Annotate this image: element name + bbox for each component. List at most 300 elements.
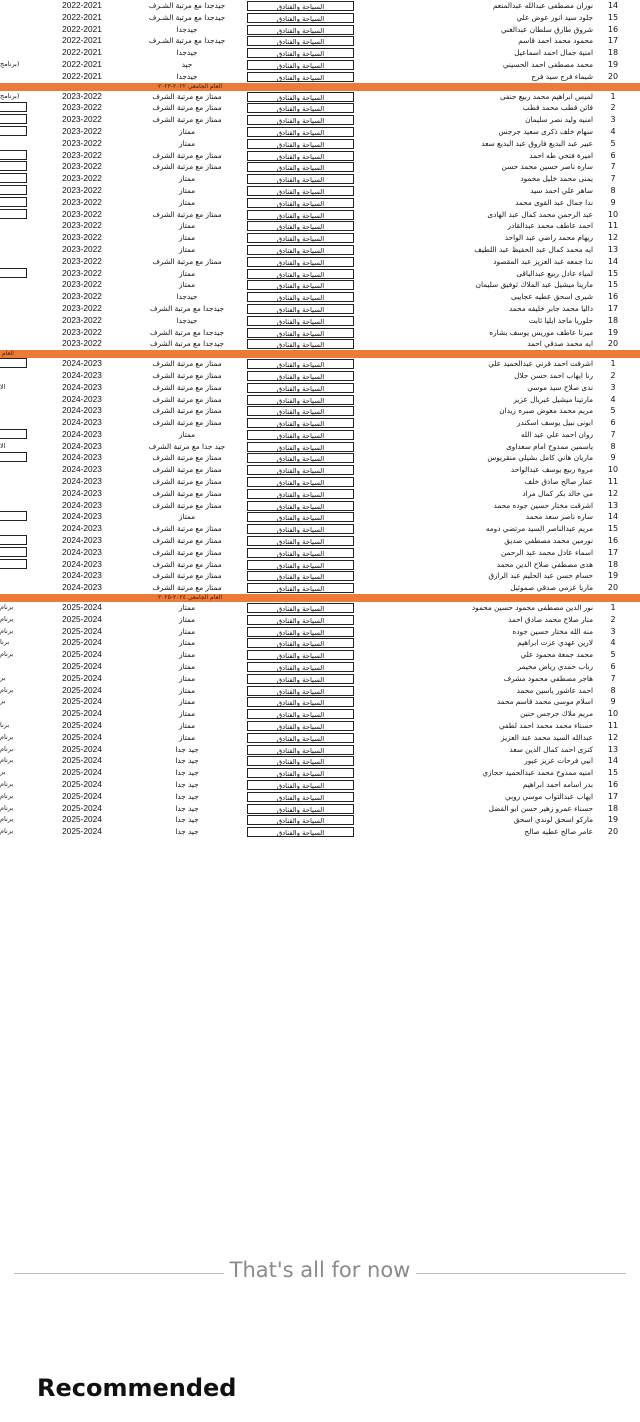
table-row — [0, 744, 640, 756]
year-cell: 2024-2023 — [62, 582, 102, 593]
student-name: ياسمين ممدوح امام سعداوى — [506, 441, 593, 451]
table-row — [0, 138, 640, 150]
student-name: عبدالله السيد محمد عبد العزيز — [501, 732, 593, 742]
table-row — [0, 547, 640, 559]
row-number: 17 — [607, 547, 619, 557]
department-cell: السياحة والفنادق — [247, 721, 354, 731]
department-cell: السياحة والفنادق — [247, 615, 354, 625]
department-cell: السياحة والفنادق — [247, 697, 354, 707]
table-row — [0, 291, 640, 303]
department-cell: السياحة والفنادق — [247, 583, 354, 593]
grade-cell: ممتاز — [178, 197, 196, 207]
end-of-feed-text: That's all for now — [224, 1258, 417, 1282]
grade-cell: جيدجدا — [176, 315, 198, 325]
year-cell: 2024-2023 — [62, 440, 102, 451]
department-cell: السياحة والفنادق — [247, 48, 354, 58]
program-cell: الا — [0, 441, 6, 450]
department-cell: السياحة والفنادق — [247, 257, 354, 267]
grade-cell: ممتاز — [178, 614, 196, 624]
row-number: 9 — [610, 697, 616, 707]
program-cell: برنام — [0, 650, 14, 659]
department-cell: السياحة والفنادق — [247, 650, 354, 660]
grade-cell: ممتاز مع مرتبة الشرف — [152, 256, 222, 266]
student-name: احمد عاطف محمد عبدالقادر — [507, 221, 593, 231]
year-cell: 2023-2022 — [62, 267, 102, 278]
table-row — [0, 791, 640, 803]
grade-cell: ممتاز — [178, 732, 196, 742]
student-name: ابونى نبيل يوسف اسكندر — [516, 418, 593, 428]
student-name: ريهام محمد راضي عبد الواحد — [504, 233, 593, 243]
table-row — [0, 429, 640, 441]
grade-cell: ممتاز مع مرتبة الشرف — [152, 406, 222, 416]
program-cell: بر — [0, 673, 6, 682]
row-number: 14 — [607, 756, 619, 766]
table-row — [0, 523, 640, 535]
year-cell: 2022-2021 — [62, 58, 102, 69]
row-number: 19 — [607, 571, 619, 581]
row-number: 17 — [607, 303, 619, 313]
year-cell: 2024-2023 — [62, 464, 102, 475]
student-name: شيرى اسحق عطيه عجايبى — [510, 292, 593, 302]
grade-cell: جيد جدا — [175, 768, 199, 778]
grade-cell: ممتاز — [178, 626, 196, 636]
year-cell: 2023-2022 — [62, 302, 102, 313]
grade-cell: جيد جدا — [175, 780, 199, 789]
row-number: 17 — [607, 36, 619, 46]
cut-off-cell-border — [0, 429, 27, 439]
year-cell: 2024-2023 — [62, 428, 102, 439]
recommended-heading: Recommended — [37, 1374, 237, 1402]
table-row — [0, 511, 640, 523]
row-number: 3 — [610, 382, 616, 392]
grade-cell: ممتاز مع مرتبة الشرف — [152, 150, 222, 160]
student-name: ندا جمعه عبد العزيز عبد المقصود — [493, 256, 593, 266]
row-number: 2 — [610, 614, 616, 624]
grade-cell: ممتاز — [178, 709, 196, 719]
department-cell: السياحة والفنادق — [247, 72, 354, 82]
student-name: لمياء عادل ربيع عبدالباقى — [516, 268, 593, 278]
department-cell: السياحة والفنادق — [247, 477, 354, 487]
grade-cell: ممتاز مع مرتبة الشرف — [152, 477, 222, 487]
table-row — [0, 370, 640, 382]
year-cell: 2023-2022 — [62, 184, 102, 195]
row-number: 11 — [607, 721, 619, 731]
row-number: 7 — [610, 673, 616, 683]
table-row — [0, 708, 640, 720]
department-cell: السياحة والفنادق — [247, 198, 354, 208]
student-name: ندا جمال عبد القوى محمد — [515, 197, 593, 207]
table-row — [0, 268, 640, 280]
student-name: لارين عهدي عزت ابراهيم — [517, 638, 593, 648]
row-number: 18 — [607, 48, 619, 58]
student-name: عبير عبد البديع فاروق عبد البديع سعد — [481, 138, 593, 148]
student-name: عمار صالح صادق خلف — [524, 477, 593, 487]
grade-cell: جيد جدا — [175, 756, 199, 766]
program-cell: (برنامج — [0, 59, 20, 68]
department-cell: السياحة والفنادق — [247, 780, 354, 790]
table-row — [0, 661, 640, 673]
student-name: ماركو اسحق لوندي اسحق — [513, 815, 593, 825]
grade-cell: ممتاز مع مرتبة الشرف — [152, 394, 222, 404]
program-cell: برنام — [0, 744, 14, 753]
department-cell: السياحة والفنادق — [247, 139, 354, 149]
student-name: جلوريا ماجد ايليا ثابت — [528, 315, 593, 325]
department-cell: السياحة والفنادق — [247, 371, 354, 381]
student-name: ماريا عزمي صدقي صموئيل — [510, 583, 593, 593]
table-row — [0, 405, 640, 417]
program-cell: برنام — [0, 791, 14, 800]
grade-cell: ممتاز مع مرتبة الشرف — [152, 500, 222, 510]
year-cell: 2023-2022 — [62, 338, 102, 349]
table-row — [0, 452, 640, 464]
row-number: 1 — [610, 359, 616, 369]
student-name: ساره ناصر سعد محمد — [525, 512, 593, 522]
table-row — [0, 47, 640, 59]
row-number: 10 — [607, 209, 619, 219]
grade-cell: جيدجدا مع مرتبة الشرف — [149, 339, 225, 349]
year-cell: 2024-2023 — [62, 570, 102, 581]
student-name: نورمين محمد مصطفي صديق — [504, 536, 593, 546]
program-cell: (برنامج — [0, 91, 20, 100]
grade-cell: ممتاز — [178, 512, 196, 522]
department-cell: السياحة والفنادق — [247, 430, 354, 440]
table-row — [0, 161, 640, 173]
year-band — [0, 350, 640, 358]
table-row — [0, 279, 640, 291]
department-cell: السياحة والفنادق — [247, 186, 354, 196]
year-cell: 2025-2024 — [62, 826, 102, 837]
row-number: 15 — [607, 768, 619, 778]
table-row — [0, 91, 640, 103]
year-cell: 2025-2024 — [62, 625, 102, 636]
department-cell: السياحة والفنادق — [247, 815, 354, 825]
table-row — [0, 614, 640, 626]
row-number: 20 — [607, 339, 619, 349]
year-cell: 2024-2023 — [62, 417, 102, 428]
table-row — [0, 696, 640, 708]
grade-cell: جيدجدا مع مرتبة الشرف — [149, 327, 225, 337]
program-cell: برنام — [0, 756, 14, 765]
table-row — [0, 464, 640, 476]
grade-cell: ممتاز — [178, 221, 196, 231]
grade-cell: جيدجدا مع مرتبة الشـرف — [148, 1, 226, 10]
row-number: 16 — [607, 780, 619, 789]
row-number: 15 — [607, 280, 619, 290]
program-cell: برنام — [0, 732, 14, 741]
grade-cell: ممتاز — [178, 233, 196, 243]
student-name: حسام حسن عبد الحليم عبد الرازق — [488, 571, 593, 581]
row-number: 13 — [607, 244, 619, 254]
student-name: عامر صالح عطيه صالح — [524, 827, 593, 837]
student-name: شيماء فرج سيد فرج — [531, 71, 593, 81]
grade-cell: جيد — [181, 59, 193, 69]
year-cell: 2023-2022 — [62, 326, 102, 337]
year-band — [0, 83, 640, 91]
row-number: 18 — [607, 803, 619, 813]
table-row — [0, 685, 640, 697]
grade-cell: ممتاز — [178, 138, 196, 148]
cut-off-cell-border — [0, 161, 27, 171]
year-cell: 2023-2022 — [62, 161, 102, 172]
student-name: ايه محمد كمال عبد الحفيظ عبد اللطيف — [474, 244, 593, 254]
table-row — [0, 582, 640, 594]
grade-cell: ممتاز — [178, 685, 196, 695]
student-name: داليا محمد جابر خليفه محمد — [508, 303, 593, 313]
department-cell: السياحة والفنادق — [247, 745, 354, 755]
grade-cell: ممتاز — [178, 280, 196, 290]
student-name: رنا ايهاب احمد حسن جلال — [514, 370, 593, 380]
department-cell: السياحة والفنادق — [247, 571, 354, 581]
table-row — [0, 24, 640, 36]
student-name: امنيه ممدوح محمد عبدالحميد حجازي — [482, 768, 593, 778]
department-cell: السياحة والفنادق — [247, 406, 354, 416]
cut-off-cell-border — [0, 126, 27, 136]
grade-cell: ممتاز — [178, 185, 196, 195]
department-cell: السياحة والفنادق — [247, 627, 354, 637]
row-number: 1 — [610, 91, 616, 101]
cut-off-cell-border — [0, 209, 27, 219]
row-number: 7 — [610, 174, 616, 184]
table-row — [0, 173, 640, 185]
student-name: مارتينا ميشيل غبريال عزيز — [513, 394, 593, 404]
table-row — [0, 779, 640, 791]
year-cell: 2025-2024 — [62, 731, 102, 742]
department-cell: السياحة والفنادق — [247, 827, 354, 837]
table-row — [0, 602, 640, 614]
year-cell: 2024-2023 — [62, 476, 102, 487]
department-cell: السياحة والفنادق — [247, 92, 354, 102]
grade-cell: ممتاز — [178, 429, 196, 439]
year-cell: 2023-2022 — [62, 255, 102, 266]
student-name: جلود سيد انور عوض علي — [516, 12, 593, 22]
year-cell: 2025-2024 — [62, 661, 102, 672]
grade-cell: جيد جدا مع مرتبة الشرف — [148, 441, 226, 451]
department-cell: السياحة والفنادق — [247, 442, 354, 452]
row-number: 9 — [610, 197, 616, 207]
student-name: امنيه وليد نصر سليمان — [525, 115, 593, 125]
year-cell: 2022-2021 — [62, 0, 102, 10]
grade-cell: جيد جدا — [175, 827, 199, 837]
department-cell: السياحة والفنادق — [247, 162, 354, 172]
grade-cell: جيدجدا مع مرتبة الشـرف — [148, 12, 226, 22]
table-row — [0, 732, 640, 744]
year-band-label: العام الجامعي ٢٠٢٤-٢٠٢٥ — [157, 594, 222, 602]
row-number: 4 — [610, 394, 616, 404]
student-name: محمد مصطفى احمد الحسيني — [502, 59, 593, 69]
student-name: ايه محمد صدقي احمد — [527, 339, 593, 349]
year-cell: 2024-2023 — [62, 452, 102, 463]
student-name: مريم محمد معوض صبره زيدان — [499, 406, 593, 416]
cut-off-cell-border — [0, 150, 27, 160]
student-name: امنية جمال احمد اسماعيل — [514, 48, 593, 58]
department-cell: السياحة والفنادق — [247, 269, 354, 279]
row-number: 18 — [607, 559, 619, 569]
department-cell: السياحة والفنادق — [247, 603, 354, 613]
grade-cell: ممتاز مع مرتبة الشرف — [152, 524, 222, 534]
student-name: مريم ملاك جرجس حنين — [520, 709, 593, 719]
year-cell: 2024-2023 — [62, 535, 102, 546]
table-row — [0, 220, 640, 232]
year-cell: 2024-2023 — [62, 558, 102, 569]
row-number: 15 — [607, 524, 619, 534]
table-row — [0, 382, 640, 394]
year-cell: 2025-2024 — [62, 802, 102, 813]
department-cell: السياحة والفنادق — [247, 560, 354, 570]
year-cell: 2023-2022 — [62, 137, 102, 148]
year-cell: 2024-2023 — [62, 369, 102, 380]
student-name: روان احمد علي عبد الله — [520, 429, 593, 439]
table-row — [0, 500, 640, 512]
grade-cell: ممتاز — [178, 268, 196, 278]
table-row — [0, 394, 640, 406]
year-cell: 2023-2022 — [62, 208, 102, 219]
department-cell: السياحة والفنادق — [247, 328, 354, 338]
cut-off-cell-border — [0, 102, 27, 112]
grade-cell: ممتاز — [178, 603, 196, 613]
year-cell: 2022-2021 — [62, 23, 102, 34]
program-cell: برنام — [0, 685, 14, 694]
student-name: مي خالد بكر كمال مراد — [522, 488, 593, 498]
table-row — [0, 102, 640, 114]
year-cell: 2023-2022 — [62, 90, 102, 101]
row-number: 3 — [610, 626, 616, 636]
department-cell: السياحة والفنادق — [247, 359, 354, 369]
table-row — [0, 12, 640, 24]
row-number: 4 — [610, 638, 616, 648]
row-number: 8 — [610, 685, 616, 695]
year-cell: 2023-2022 — [62, 102, 102, 113]
year-cell: 2025-2024 — [62, 696, 102, 707]
grade-cell: ممتاز — [178, 721, 196, 731]
row-number: 16 — [607, 536, 619, 546]
table-row — [0, 626, 640, 638]
department-cell: السياحة والفنادق — [247, 768, 354, 778]
row-number: 10 — [607, 709, 619, 719]
grade-cell: ممتاز — [178, 638, 196, 648]
department-cell: السياحة والفنادق — [247, 60, 354, 70]
grade-cell: ممتاز — [178, 126, 196, 136]
end-of-feed — [0, 1258, 640, 1282]
table-row — [0, 814, 640, 826]
department-cell: السياحة والفنادق — [247, 127, 354, 137]
department-cell: السياحة والفنادق — [247, 25, 354, 35]
year-cell: 2023-2022 — [62, 220, 102, 231]
year-cell: 2025-2024 — [62, 743, 102, 754]
program-cell: بر — [0, 768, 6, 777]
year-band — [0, 594, 640, 602]
year-cell: 2022-2021 — [62, 47, 102, 58]
grade-cell: ممتاز — [178, 662, 196, 672]
grade-cell: جيدجدا — [176, 71, 198, 81]
grade-cell: ممتاز مع مرتبة الشرف — [152, 536, 222, 546]
row-number: 11 — [607, 221, 619, 231]
student-name: هدى مصطفي صلاح الدين محمد — [496, 559, 593, 569]
table-row — [0, 35, 640, 47]
grade-cell: ممتاز مع مرتبة الشرف — [152, 209, 222, 219]
grade-cell: ممتاز مع مرتبة الشرف — [152, 571, 222, 581]
year-cell: 2025-2024 — [62, 613, 102, 624]
row-number: 13 — [607, 744, 619, 754]
year-cell: 2025-2024 — [62, 672, 102, 683]
grade-cell: ممتاز مع مرتبة الشرف — [152, 547, 222, 557]
student-name: محمد جمعة محمود علي — [520, 650, 593, 660]
table-row — [0, 303, 640, 315]
department-cell: السياحة والفنادق — [247, 103, 354, 113]
cut-off-cell-border — [0, 511, 27, 521]
table-row — [0, 244, 640, 256]
student-name: مارينا ميشيل عبد الملاك ثوفيق سليمان — [475, 280, 593, 290]
student-name: اسلام موسى محمد قاسم محمد — [496, 697, 593, 707]
table-row — [0, 209, 640, 221]
year-cell: 2024-2023 — [62, 511, 102, 522]
student-name: اميرة فتحي طه احمد — [529, 150, 593, 160]
year-cell: 2023-2022 — [62, 279, 102, 290]
student-name: مروة ربيع يوسف عبدالواحد — [510, 465, 593, 475]
cut-off-cell-border — [0, 185, 27, 195]
student-name: منه الله مختار حسين جوده — [512, 626, 593, 636]
row-number: 13 — [607, 500, 619, 510]
year-cell: 2025-2024 — [62, 708, 102, 719]
year-cell: 2024-2023 — [62, 381, 102, 392]
grade-cell: ممتاز مع مرتبة الشرف — [152, 453, 222, 463]
year-cell: 2025-2024 — [62, 720, 102, 731]
table-row — [0, 417, 640, 429]
table-row — [0, 535, 640, 547]
row-number: 15 — [607, 12, 619, 22]
table-row — [0, 0, 640, 12]
cut-off-cell-border — [0, 173, 27, 183]
cut-off-cell-border — [0, 358, 27, 368]
year-cell: 2024-2023 — [62, 523, 102, 534]
table-row — [0, 570, 640, 582]
department-cell: السياحة والفنادق — [247, 465, 354, 475]
year-cell: 2025-2024 — [62, 602, 102, 613]
cut-off-cell-border — [0, 114, 27, 124]
row-number: 16 — [607, 292, 619, 302]
program-cell: برنام — [0, 815, 14, 824]
row-number: 18 — [607, 315, 619, 325]
table-row — [0, 338, 640, 350]
grade-cell: ممتاز مع مرتبة الشرف — [152, 559, 222, 569]
row-number: 6 — [610, 418, 616, 428]
department-cell: السياحة والفنادق — [247, 453, 354, 463]
table-row — [0, 767, 640, 779]
student-name: ابيي فرحات عزيز عبور — [524, 756, 593, 766]
student-name: عبد الرحمن محمد كمال عبد الهادى — [487, 209, 593, 219]
year-cell: 2025-2024 — [62, 637, 102, 648]
year-cell: 2025-2024 — [62, 649, 102, 660]
row-number: 19 — [607, 815, 619, 825]
student-name: نور الدين مصطفى محمود حسين محمود — [471, 603, 593, 613]
program-cell: برنا — [0, 638, 10, 647]
grade-cell: جيدجدا — [176, 24, 198, 34]
student-name: ساهر علي احمد سيد — [530, 185, 593, 195]
table-row — [0, 637, 640, 649]
program-cell: برنام — [0, 614, 14, 623]
student-name: رباب حمدي رياض مخيمر — [517, 662, 593, 672]
year-cell: 2024-2023 — [62, 393, 102, 404]
student-name: كنزى احمد كمال الدين سعد — [509, 744, 593, 754]
year-cell: 2022-2021 — [62, 70, 102, 81]
department-cell: السياحة والفنادق — [247, 512, 354, 522]
year-band-label: العام الجامعي ٢٠٢٢-٢٠٢٣ — [157, 82, 222, 90]
row-number: 7 — [610, 429, 616, 439]
cut-off-cell-border — [0, 268, 27, 278]
year-cell: 2023-2022 — [62, 149, 102, 160]
year-cell: 2024-2023 — [62, 499, 102, 510]
grade-cell: جيدجدا مع مرتبة الشرف — [149, 303, 225, 313]
department-cell: السياحة والفنادق — [247, 418, 354, 428]
